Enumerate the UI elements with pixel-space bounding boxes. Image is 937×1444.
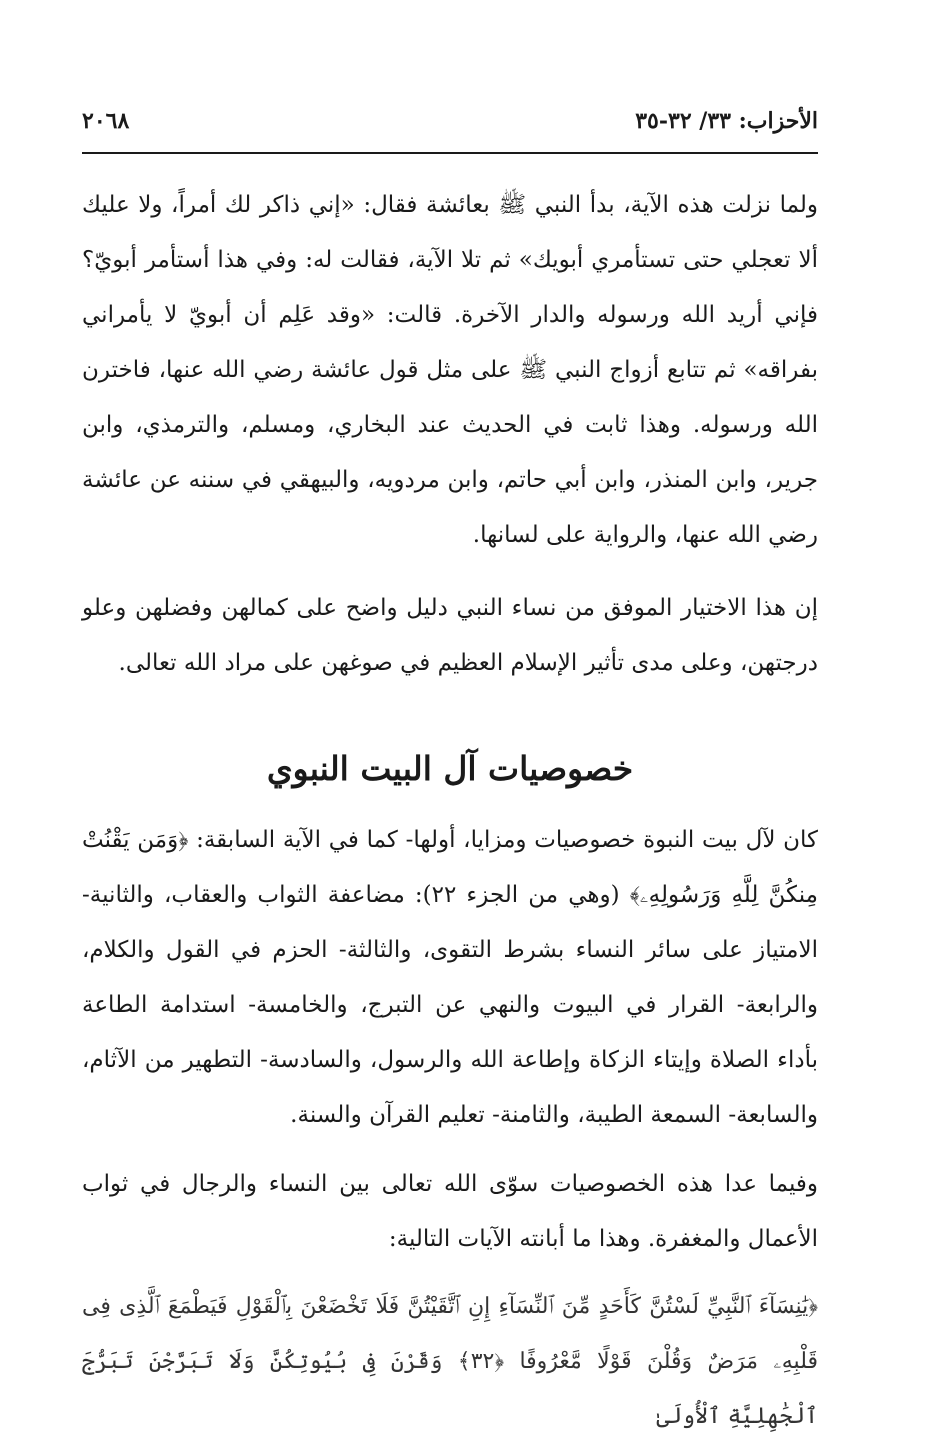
paragraph-hadith: ولما نزلت هذه الآية، بدأ النبي ﷺ بعائشة فقال: «إني ذاكر لك أمراً، ولا عليك ألا تعجلي حتى تستأمري أبويك» ثم تلا الآية، فقالت له: وفي هذا أستأمر أبويّ؟ فإني أريد الله ورسوله والدار الآخرة. قالت: «وقد عَلِم أن أبويّ لا يأمراني بفراقه» ثم تتابع أزواج النبي ﷺ على مثل قول عائشة رضي الله عنها، فاخترن الله ورسوله. وهذا ثابت في الحديث عند البخاري، ومسلم، والترمذي، وابن جرير، وابن المنذر، وابن أبي حاتم، وابن مردويه، والبيهقي في سننه عن عائشة رضي الله عنها، والرواية على لسانها. [82, 192, 818, 548]
header-rule [82, 152, 818, 154]
paragraph-equality: وفيما عدا هذه الخصوصيات سوّى الله تعالى بين النساء والرجال في ثواب الأعمال والمغفرة. وهذا ما أبانته الآيات التالية: [82, 1171, 818, 1252]
section-title: خصوصيات آل البيت النبوي [266, 749, 634, 788]
paragraph-conclusion: إن هذا الاختيار الموفق من نساء النبي دليل واضح على كمالهن وفضلهن وعلو درجتهن، وعلى مدى تأثير الإسلام العظيم في صوغهن على مراد الله تعالى. [82, 595, 818, 676]
section-reference: الأحزاب: ٣٣/ ٣٢-٣٥ [635, 108, 818, 134]
document-page [82, 108, 818, 1444]
paragraph-privileges: كان لآل بيت النبوة خصوصيات ومزايا، أولها- كما في الآية السابقة: ﴿وَمَن يَقْنُتْ مِنكُنَّ لِلَّهِ وَرَسُولِهِۦ﴾ (وهي من الجزء ٢٢): مضاعفة الثواب والعقاب، والثانية- الامتياز على سائر النساء بشرط التقوى، والثالثة- الحزم في القول والكلام، والرابعة- القرار في البيوت والنهي عن التبرج، والخامسة- استدامة الطاعة بأداء الصلاة وإيتاء الزكاة وإطاعة الله والرسول، والسادسة- التطهير من الآثام، والسابعة- السمعة الطيبة، والثامنة- تعليم القرآن والسنة. [82, 827, 818, 1128]
page-number: ٢٠٦٨ [82, 108, 130, 134]
page-header [82, 108, 818, 152]
quran-verse: ﴿يَٰنِسَآءَ ٱلنَّبِيِّ لَسْتُنَّ كَأَحَدٍ مِّنَ ٱلنِّسَآءِ إِنِ ٱتَّقَيْتُنَّ فَلَا تَخْضَعْنَ بِٱلْقَوْلِ فَيَطْمَعَ ٱلَّذِى فِى قَلْبِهِۦ مَرَضٌ وَقُلْنَ قَوْلًا مَّعْرُوفًا ﴿٣٢﴾ وَقَرْنَ فِى بُيُوتِكُنَّ وَلَا تَبَرَّجْنَ تَبَرُّجَ ٱلْجَٰهِلِيَّةِ ٱلْأُولَىٰ [82, 1294, 818, 1429]
